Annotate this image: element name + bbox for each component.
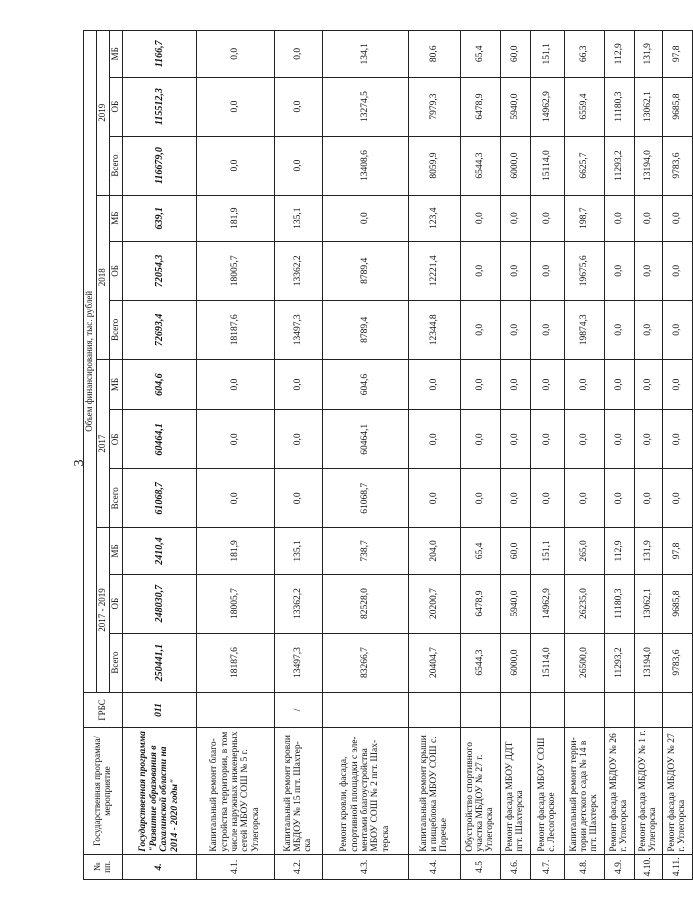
row-value: 0,0 — [604, 300, 634, 359]
row-value: 61068,7 — [122, 469, 196, 528]
row-value: 0,0 — [662, 241, 692, 300]
subheader-cell: МБ — [109, 195, 122, 241]
row-value: 6625,7 — [564, 136, 604, 195]
row-value: 20404,7 — [408, 633, 460, 692]
row-value: 0,0 — [460, 410, 500, 469]
row-value: 0,0 — [634, 359, 662, 410]
row-value: 0,0 — [500, 195, 530, 241]
row-value: 0,0 — [196, 359, 274, 410]
row-program-name: Государственная программа "Развитие образования в Сахалинской области на 2014 - 2020 годы" — [122, 728, 196, 854]
row-value: 0,0 — [530, 359, 564, 410]
row-value: 6478,9 — [460, 77, 500, 136]
row-value: 0,0 — [460, 195, 500, 241]
row-value: 72054,3 — [122, 241, 196, 300]
subheader-cell: Всего — [109, 300, 122, 359]
row-value: 60464,1 — [322, 410, 408, 469]
row-value: 0,0 — [530, 410, 564, 469]
row-value: 0,0 — [274, 359, 322, 410]
row-value: 131,9 — [634, 31, 662, 78]
row-number: 4.2. — [274, 854, 322, 879]
row-value: 14962,9 — [530, 77, 564, 136]
row-grbs — [460, 692, 500, 728]
row-grbs — [604, 692, 634, 728]
row-value: 0,0 — [196, 469, 274, 528]
row-program-name: Ремонт фасада МБОУ СОШ с. Лесогорское — [530, 728, 564, 854]
table-body — [122, 31, 692, 880]
row-value: 135,1 — [274, 528, 322, 574]
row-value: 0,0 — [604, 241, 634, 300]
row-value: 82528,0 — [322, 574, 408, 633]
row-value: 9783,6 — [662, 633, 692, 692]
row-value: 0,0 — [530, 195, 564, 241]
subheader-cell: МБ — [109, 31, 122, 78]
row-value: 0,0 — [564, 469, 604, 528]
row-program-name: Капитальный ремонт благо-устройства территории, в том числе наружных инженерных сетей МБОУ СОШ № 5 г. Углегорска — [196, 728, 274, 854]
row-value: 13062,1 — [634, 574, 662, 633]
row-value: 0,0 — [500, 410, 530, 469]
row-number: 4.4. — [408, 854, 460, 879]
row-value: 123,4 — [408, 195, 460, 241]
row-value: 14962,9 — [530, 574, 564, 633]
table-row — [322, 31, 408, 880]
row-value: 0,0 — [460, 359, 500, 410]
row-value: 15114,0 — [530, 136, 564, 195]
row-number: 4.8. — [564, 854, 604, 879]
row-value: 11180,3 — [604, 77, 634, 136]
row-value: 12344,8 — [408, 300, 460, 359]
subheader-cell: ОБ — [109, 77, 122, 136]
row-program-name: Ремонт фасада МБДОУ № 27 г. Углегорска — [662, 728, 692, 854]
row-grbs — [634, 692, 662, 728]
row-value: 0,0 — [322, 195, 408, 241]
row-value: 112,9 — [604, 528, 634, 574]
row-value: 0,0 — [530, 469, 564, 528]
row-value: 13497,3 — [274, 633, 322, 692]
row-value: 0,0 — [604, 469, 634, 528]
row-value: 18187,6 — [196, 300, 274, 359]
row-value: 0,0 — [196, 410, 274, 469]
row-value: 0,0 — [274, 469, 322, 528]
row-value: 0,0 — [564, 359, 604, 410]
row-number: 4.7. — [530, 854, 564, 879]
row-value: 20200,7 — [408, 574, 460, 633]
row-value: 0,0 — [634, 300, 662, 359]
row-value: 13408,6 — [322, 136, 408, 195]
table-row — [530, 31, 564, 880]
row-number: 4.1. — [196, 854, 274, 879]
table-row — [460, 31, 500, 880]
header-period-2017-2019: 2017 - 2019 — [96, 528, 109, 692]
table-row — [196, 31, 274, 880]
page-number: 3 — [72, 459, 87, 467]
header-period-2019: 2019 — [96, 31, 109, 196]
row-value: 151,1 — [530, 528, 564, 574]
table-row — [408, 31, 460, 880]
row-value: 131,9 — [634, 528, 662, 574]
row-value: 0,0 — [500, 469, 530, 528]
row-value: 0,0 — [196, 31, 274, 78]
row-value: 61068,7 — [322, 469, 408, 528]
row-value: 0,0 — [196, 77, 274, 136]
table-row — [564, 31, 604, 880]
row-value: 116679,0 — [122, 136, 196, 195]
row-value: 0,0 — [196, 136, 274, 195]
subheader-cell: МБ — [109, 528, 122, 574]
row-value: 0,0 — [634, 469, 662, 528]
row-value: 0,0 — [460, 241, 500, 300]
table-row — [122, 31, 196, 880]
row-value: 8789,4 — [322, 300, 408, 359]
subheader-cell: ОБ — [109, 574, 122, 633]
row-value: 18005,7 — [196, 241, 274, 300]
row-number: 4.10. — [634, 854, 662, 879]
row-value: 9783,6 — [662, 136, 692, 195]
row-value: 80,6 — [408, 31, 460, 78]
row-grbs — [500, 692, 530, 728]
row-number: 4.3. — [322, 854, 408, 879]
row-value: 0,0 — [662, 469, 692, 528]
row-value: 112,9 — [604, 31, 634, 78]
row-value: 0,0 — [604, 359, 634, 410]
table-row — [634, 31, 662, 880]
row-value: 66,3 — [564, 31, 604, 78]
subheader-cell: Всего — [109, 136, 122, 195]
row-value: 0,0 — [604, 195, 634, 241]
row-value: 8789,4 — [322, 241, 408, 300]
row-value: 19675,6 — [564, 241, 604, 300]
row-value: 0,0 — [408, 359, 460, 410]
header-period-2017: 2017 — [96, 359, 109, 527]
row-value: 26500,0 — [564, 633, 604, 692]
header-num: № пп. — [84, 854, 123, 879]
row-value: 0,0 — [500, 241, 530, 300]
row-grbs — [564, 692, 604, 728]
header-program: Государственная программа/мероприятие — [84, 728, 123, 854]
row-value: 248030,7 — [122, 574, 196, 633]
row-grbs — [408, 692, 460, 728]
header-grbs: ГРБС — [84, 692, 123, 728]
row-value: 5940,0 — [500, 77, 530, 136]
row-value: 0,0 — [662, 195, 692, 241]
row-number: 4.11. — [662, 854, 692, 879]
row-program-name: Капитальный ремонт крыши и пищеблока МБОУ СОШ с. Поречье — [408, 728, 460, 854]
row-grbs: / — [274, 692, 322, 728]
row-value: 13497,3 — [274, 300, 322, 359]
row-value: 0,0 — [662, 359, 692, 410]
row-program-name: Ремонт фасада МБДОУ № 26 г. Углегорска — [604, 728, 634, 854]
row-value: 0,0 — [604, 410, 634, 469]
row-value: 738,7 — [322, 528, 408, 574]
row-value: 11293,2 — [604, 136, 634, 195]
row-grbs — [322, 692, 408, 728]
row-value: 151,1 — [530, 31, 564, 78]
row-value: 2410,4 — [122, 528, 196, 574]
header-period-2018: 2018 — [96, 195, 109, 359]
row-grbs — [196, 692, 274, 728]
row-value: 13362,2 — [274, 241, 322, 300]
row-value: 5940,0 — [500, 574, 530, 633]
row-value: 0,0 — [274, 77, 322, 136]
row-value: 115512,3 — [122, 77, 196, 136]
row-value: 8059,9 — [408, 136, 460, 195]
row-program-name: Обустройство спортивного участка МБДОУ № 27 г. Углегорска — [460, 728, 500, 854]
row-value: 604,6 — [122, 359, 196, 410]
row-value: 0,0 — [634, 195, 662, 241]
row-value: 0,0 — [408, 410, 460, 469]
row-value: 97,8 — [662, 528, 692, 574]
row-value: 135,1 — [274, 195, 322, 241]
table-row — [500, 31, 530, 880]
subheader-cell: МБ — [109, 359, 122, 410]
row-program-name: Капитальный ремонт терри-тории детского сада № 14 в пгт. Шахтерск — [564, 728, 604, 854]
table-row — [274, 31, 322, 880]
row-number: 4.9. — [604, 854, 634, 879]
row-value: 97,8 — [662, 31, 692, 78]
row-value: 13194,0 — [634, 633, 662, 692]
subheader-cell: ОБ — [109, 241, 122, 300]
subheader-cell: Всего — [109, 633, 122, 692]
row-value: 0,0 — [530, 241, 564, 300]
row-value: 12221,4 — [408, 241, 460, 300]
row-value: 204,0 — [408, 528, 460, 574]
row-value: 7979,3 — [408, 77, 460, 136]
row-value: 6478,9 — [460, 574, 500, 633]
row-value: 1166,7 — [122, 31, 196, 78]
row-value: 13194,0 — [634, 136, 662, 195]
row-number: 4. — [122, 854, 196, 879]
row-value: 13062,1 — [634, 77, 662, 136]
row-value: 181,9 — [196, 528, 274, 574]
row-value: 0,0 — [274, 410, 322, 469]
row-value: 18187,6 — [196, 633, 274, 692]
row-value: 0,0 — [634, 410, 662, 469]
row-value: 11180,3 — [604, 574, 634, 633]
row-value: 198,7 — [564, 195, 604, 241]
row-value: 0,0 — [408, 469, 460, 528]
row-number: 4.6. — [500, 854, 530, 879]
row-value: 0,0 — [460, 300, 500, 359]
row-value: 0,0 — [662, 300, 692, 359]
table-row — [662, 31, 692, 880]
row-value: 9685,8 — [662, 574, 692, 633]
row-value: 0,0 — [460, 469, 500, 528]
row-value: 6000,0 — [500, 633, 530, 692]
row-value: 250441,1 — [122, 633, 196, 692]
financing-table — [83, 30, 693, 880]
row-value: 6544,3 — [460, 633, 500, 692]
row-value: 65,4 — [460, 31, 500, 78]
row-value: 134,1 — [322, 31, 408, 78]
row-value: 0,0 — [564, 410, 604, 469]
row-value: 65,4 — [460, 528, 500, 574]
subheader-cell: Всего — [109, 469, 122, 528]
row-value: 83266,7 — [322, 633, 408, 692]
row-value: 0,0 — [662, 410, 692, 469]
row-value: 0,0 — [634, 241, 662, 300]
row-value: 0,0 — [274, 136, 322, 195]
row-value: 11293,2 — [604, 633, 634, 692]
row-value: 9685,8 — [662, 77, 692, 136]
row-value: 265,0 — [564, 528, 604, 574]
row-value: 26235,0 — [564, 574, 604, 633]
row-program-name: Ремонт кровли, фасада, спортивной площадки с эле-ментами благоустройства МБОУ СОШ № 2 пгт. Шах-терска — [322, 728, 408, 854]
row-program-name: Ремонт фасада МБДОУ № 1 г. Углегорска — [634, 728, 662, 854]
row-value: 13362,2 — [274, 574, 322, 633]
row-program-name: Капитальный ремонт кровли МБДОУ № 15 пгт. Шахтер-ска — [274, 728, 322, 854]
row-grbs — [662, 692, 692, 728]
row-value: 13274,5 — [322, 77, 408, 136]
row-value: 60,0 — [500, 31, 530, 78]
row-value: 19874,3 — [564, 300, 604, 359]
row-grbs: 011 — [122, 692, 196, 728]
row-value: 6000,0 — [500, 136, 530, 195]
row-value: 604,6 — [322, 359, 408, 410]
row-value: 6559,4 — [564, 77, 604, 136]
row-value: 60464,1 — [122, 410, 196, 469]
row-value: 6544,3 — [460, 136, 500, 195]
subheader-cell: ОБ — [109, 410, 122, 469]
row-value: 18005,7 — [196, 574, 274, 633]
row-number: 4.5 — [460, 854, 500, 879]
row-value: 15114,0 — [530, 633, 564, 692]
row-value: 0,0 — [274, 31, 322, 78]
row-grbs — [530, 692, 564, 728]
row-program-name: Ремонт фасада МБОУ ДДТ пгт. Шахтерска — [500, 728, 530, 854]
row-value: 0,0 — [530, 300, 564, 359]
row-value: 639,1 — [122, 195, 196, 241]
row-value: 0,0 — [500, 300, 530, 359]
row-value: 72693,4 — [122, 300, 196, 359]
row-value: 60,0 — [500, 528, 530, 574]
row-value: 0,0 — [500, 359, 530, 410]
table-row — [604, 31, 634, 880]
row-value: 181,9 — [196, 195, 274, 241]
header-financing: Объем финансирования, тыс. рублей — [84, 31, 97, 693]
